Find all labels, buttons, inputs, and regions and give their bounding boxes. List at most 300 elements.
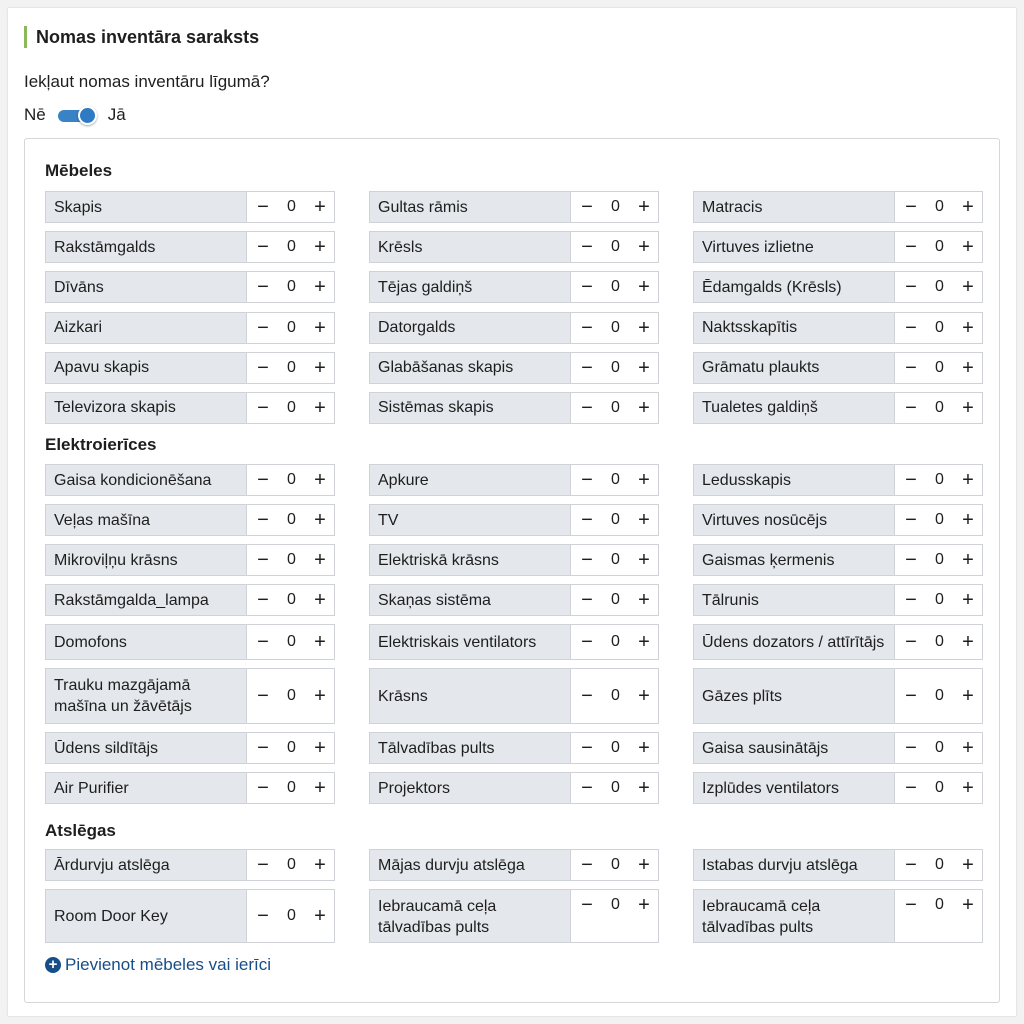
quantity-stepper bbox=[571, 505, 658, 535]
quantity-value[interactable]: 0 bbox=[611, 398, 620, 416]
item-label: Apkure bbox=[370, 465, 571, 495]
increment-button[interactable]: + bbox=[638, 236, 650, 259]
quantity-value[interactable]: 0 bbox=[287, 633, 296, 650]
inventory-item bbox=[369, 889, 659, 943]
increment-button[interactable]: + bbox=[638, 894, 650, 916]
increment-button[interactable]: + bbox=[962, 469, 974, 491]
inventory-item bbox=[693, 889, 983, 943]
inventory-item bbox=[369, 544, 659, 576]
decrement-button[interactable]: − bbox=[581, 589, 593, 611]
quantity-stepper bbox=[895, 545, 982, 575]
increment-button[interactable]: + bbox=[314, 196, 326, 218]
quantity-stepper bbox=[247, 669, 334, 723]
section-title-appliances: Elektroierīces bbox=[45, 435, 157, 454]
decrement-button[interactable]: − bbox=[905, 549, 917, 571]
inventory-item bbox=[369, 271, 659, 303]
quantity-stepper bbox=[895, 625, 982, 659]
quantity-stepper bbox=[571, 272, 658, 302]
quantity-value[interactable]: 0 bbox=[611, 739, 620, 756]
inventory-item bbox=[45, 584, 335, 616]
increment-button[interactable]: + bbox=[314, 236, 326, 259]
include-inventory-toggle[interactable] bbox=[58, 106, 98, 124]
quantity-value[interactable]: 0 bbox=[935, 687, 944, 704]
decrement-button[interactable]: − bbox=[905, 276, 917, 299]
increment-button[interactable]: + bbox=[962, 396, 974, 419]
quantity-value[interactable]: 0 bbox=[287, 198, 296, 215]
decrement-button[interactable]: − bbox=[581, 509, 593, 531]
quantity-value[interactable]: 0 bbox=[287, 318, 296, 336]
increment-button[interactable]: + bbox=[962, 276, 974, 299]
increment-button[interactable]: + bbox=[638, 549, 650, 571]
quantity-stepper bbox=[895, 232, 982, 262]
quantity-value[interactable]: 0 bbox=[611, 591, 620, 608]
quantity-value[interactable]: 0 bbox=[287, 591, 296, 608]
quantity-stepper bbox=[247, 625, 334, 659]
increment-button[interactable]: + bbox=[638, 509, 650, 531]
item-label: Tālrunis bbox=[694, 585, 895, 615]
decrement-button[interactable]: − bbox=[257, 316, 269, 339]
decrement-button[interactable]: − bbox=[257, 549, 269, 571]
item-label: Air Purifier bbox=[46, 773, 247, 803]
item-label: Ēdamgalds (Krēsls) bbox=[694, 272, 895, 302]
item-label: Veļas mašīna bbox=[46, 505, 247, 535]
quantity-stepper bbox=[571, 625, 658, 659]
toggle-off-label: Nē bbox=[24, 105, 46, 124]
quantity-value[interactable]: 0 bbox=[935, 779, 944, 796]
item-label: Gaisa sausinātājs bbox=[694, 733, 895, 763]
quantity-stepper bbox=[895, 733, 982, 763]
increment-button[interactable]: + bbox=[638, 316, 650, 339]
item-label: Virtuves nosūcējs bbox=[694, 505, 895, 535]
inventory-item bbox=[45, 732, 335, 764]
decrement-button[interactable]: − bbox=[257, 905, 269, 927]
quantity-value[interactable]: 0 bbox=[935, 896, 944, 913]
quantity-stepper bbox=[247, 232, 334, 262]
furniture-grid bbox=[45, 191, 983, 424]
increment-button[interactable]: + bbox=[962, 854, 974, 876]
page-title: Nomas inventāra saraksts bbox=[24, 26, 259, 48]
quantity-value[interactable]: 0 bbox=[287, 278, 296, 296]
inventory-item bbox=[369, 464, 659, 496]
quantity-value[interactable]: 0 bbox=[287, 511, 296, 528]
inventory-item bbox=[693, 849, 983, 881]
inventory-item bbox=[45, 464, 335, 496]
decrement-button[interactable]: − bbox=[905, 685, 917, 707]
increment-button[interactable]: + bbox=[314, 631, 326, 653]
quantity-stepper bbox=[247, 850, 334, 880]
item-label: Naktsskapītis bbox=[694, 313, 895, 343]
item-label: Tējas galdiņš bbox=[370, 272, 571, 302]
decrement-button[interactable]: − bbox=[905, 469, 917, 491]
inventory-item bbox=[693, 231, 983, 263]
inventory-item bbox=[45, 312, 335, 344]
inventory-item bbox=[369, 504, 659, 536]
item-label: TV bbox=[370, 505, 571, 535]
increment-button[interactable]: + bbox=[314, 509, 326, 531]
decrement-button[interactable]: − bbox=[581, 737, 593, 759]
inventory-item bbox=[693, 312, 983, 344]
quantity-value[interactable]: 0 bbox=[611, 198, 620, 215]
quantity-stepper bbox=[895, 272, 982, 302]
quantity-stepper bbox=[895, 313, 982, 343]
quantity-value[interactable]: 0 bbox=[611, 633, 620, 650]
inventory-panel bbox=[24, 138, 1000, 1003]
quantity-value[interactable]: 0 bbox=[611, 278, 620, 296]
decrement-button[interactable]: − bbox=[581, 854, 593, 876]
item-label: Krāsns bbox=[370, 669, 571, 723]
item-label: Rakstāmgalds bbox=[46, 232, 247, 262]
decrement-button[interactable]: − bbox=[581, 276, 593, 299]
increment-button[interactable]: + bbox=[314, 777, 326, 799]
inventory-item bbox=[693, 668, 983, 724]
quantity-value[interactable]: 0 bbox=[287, 551, 296, 568]
quantity-stepper bbox=[247, 773, 334, 803]
quantity-value[interactable]: 0 bbox=[935, 591, 944, 608]
quantity-value[interactable]: 0 bbox=[611, 896, 620, 913]
decrement-button[interactable]: − bbox=[581, 356, 593, 379]
decrement-button[interactable]: − bbox=[581, 685, 593, 707]
increment-button[interactable]: + bbox=[314, 737, 326, 759]
item-label: Datorgalds bbox=[370, 313, 571, 343]
inventory-item bbox=[693, 352, 983, 384]
decrement-button[interactable]: − bbox=[257, 737, 269, 759]
increment-button[interactable]: + bbox=[638, 777, 650, 799]
quantity-value[interactable]: 0 bbox=[611, 551, 620, 568]
toggle-on-label: Jā bbox=[107, 105, 126, 124]
inventory-item bbox=[369, 849, 659, 881]
decrement-button[interactable]: − bbox=[257, 631, 269, 653]
increment-button[interactable]: + bbox=[314, 589, 326, 611]
inventory-item bbox=[45, 504, 335, 536]
increment-button[interactable]: + bbox=[314, 549, 326, 571]
increment-button[interactable]: + bbox=[638, 737, 650, 759]
item-label: Skapis bbox=[46, 192, 247, 222]
inventory-item bbox=[45, 772, 335, 804]
toggle-knob[interactable] bbox=[78, 106, 97, 125]
decrement-button[interactable]: − bbox=[257, 396, 269, 419]
include-toggle-row bbox=[24, 104, 126, 126]
item-label: Iebraucamā ceļa tālvadības pults bbox=[694, 890, 895, 942]
quantity-value[interactable]: 0 bbox=[611, 318, 620, 336]
increment-button[interactable]: + bbox=[638, 685, 650, 707]
quantity-value[interactable]: 0 bbox=[611, 238, 620, 256]
item-label: Elektriskā krāsns bbox=[370, 545, 571, 575]
decrement-button[interactable]: − bbox=[581, 196, 593, 218]
inventory-item bbox=[45, 544, 335, 576]
inventory-item bbox=[693, 732, 983, 764]
inventory-item bbox=[693, 772, 983, 804]
quantity-value[interactable]: 0 bbox=[287, 687, 296, 704]
inventory-item bbox=[369, 312, 659, 344]
quantity-stepper bbox=[247, 465, 334, 495]
quantity-stepper bbox=[895, 465, 982, 495]
increment-button[interactable]: + bbox=[962, 631, 974, 653]
increment-button[interactable]: + bbox=[962, 356, 974, 379]
decrement-button[interactable]: − bbox=[905, 396, 917, 419]
decrement-button[interactable]: − bbox=[905, 509, 917, 531]
increment-button[interactable]: + bbox=[314, 316, 326, 339]
increment-button[interactable]: + bbox=[962, 316, 974, 339]
increment-button[interactable]: + bbox=[314, 276, 326, 299]
quantity-stepper bbox=[571, 890, 658, 942]
decrement-button[interactable]: − bbox=[905, 316, 917, 339]
item-label: Matracis bbox=[694, 192, 895, 222]
inventory-item bbox=[369, 392, 659, 424]
quantity-stepper bbox=[247, 585, 334, 615]
item-label: Gaismas ķermenis bbox=[694, 545, 895, 575]
quantity-value[interactable]: 0 bbox=[287, 907, 296, 924]
item-label: Izplūdes ventilators bbox=[694, 773, 895, 803]
item-label: Iebraucamā ceļa tālvadības pults bbox=[370, 890, 571, 942]
quantity-stepper bbox=[895, 393, 982, 423]
quantity-stepper bbox=[247, 890, 334, 942]
quantity-value[interactable]: 0 bbox=[935, 511, 944, 528]
inventory-item bbox=[369, 584, 659, 616]
quantity-stepper bbox=[895, 669, 982, 723]
item-label: Trauku mazgājamā mašīna un žāvētājs bbox=[46, 669, 247, 723]
item-label: Krēsls bbox=[370, 232, 571, 262]
decrement-button[interactable]: − bbox=[257, 685, 269, 707]
quantity-value[interactable]: 0 bbox=[287, 358, 296, 376]
quantity-value[interactable]: 0 bbox=[935, 471, 944, 488]
quantity-stepper bbox=[571, 733, 658, 763]
item-label: Televizora skapis bbox=[46, 393, 247, 423]
item-label: Tualetes galdiņš bbox=[694, 393, 895, 423]
quantity-value[interactable]: 0 bbox=[611, 779, 620, 796]
inventory-item bbox=[45, 849, 335, 881]
item-label: Domofons bbox=[46, 625, 247, 659]
increment-button[interactable]: + bbox=[962, 737, 974, 759]
quantity-value[interactable]: 0 bbox=[611, 471, 620, 488]
increment-button[interactable]: + bbox=[638, 589, 650, 611]
plus-circle-icon: + bbox=[45, 957, 61, 973]
decrement-button[interactable]: − bbox=[581, 549, 593, 571]
decrement-button[interactable]: − bbox=[257, 589, 269, 611]
quantity-value[interactable]: 0 bbox=[935, 358, 944, 376]
quantity-value[interactable]: 0 bbox=[287, 739, 296, 756]
decrement-button[interactable]: − bbox=[581, 894, 593, 916]
quantity-stepper bbox=[895, 585, 982, 615]
item-label: Virtuves izlietne bbox=[694, 232, 895, 262]
inventory-item bbox=[369, 732, 659, 764]
quantity-value[interactable]: 0 bbox=[611, 358, 620, 376]
quantity-value[interactable]: 0 bbox=[287, 779, 296, 796]
inventory-item bbox=[45, 271, 335, 303]
decrement-button[interactable]: − bbox=[257, 196, 269, 218]
inventory-item bbox=[45, 392, 335, 424]
item-label: Gāzes plīts bbox=[694, 669, 895, 723]
increment-button[interactable]: + bbox=[314, 396, 326, 419]
inventory-item bbox=[693, 464, 983, 496]
item-label: Ledusskapis bbox=[694, 465, 895, 495]
inventory-item bbox=[369, 624, 659, 660]
quantity-value[interactable]: 0 bbox=[611, 687, 620, 704]
quantity-stepper bbox=[247, 353, 334, 383]
quantity-stepper bbox=[247, 733, 334, 763]
decrement-button[interactable]: − bbox=[905, 356, 917, 379]
quantity-value[interactable]: 0 bbox=[935, 856, 944, 873]
item-label: Skaņas sistēma bbox=[370, 585, 571, 615]
increment-button[interactable]: + bbox=[962, 589, 974, 611]
increment-button[interactable]: + bbox=[638, 469, 650, 491]
inventory-item bbox=[693, 624, 983, 660]
item-label: Projektors bbox=[370, 773, 571, 803]
inventory-item bbox=[693, 271, 983, 303]
decrement-button[interactable]: − bbox=[905, 196, 917, 218]
decrement-button[interactable]: − bbox=[257, 276, 269, 299]
decrement-button[interactable]: − bbox=[257, 854, 269, 876]
section-title-furniture: Mēbeles bbox=[45, 161, 113, 180]
quantity-stepper bbox=[895, 773, 982, 803]
add-item-label: Pievienot mēbeles vai ierīci bbox=[65, 955, 271, 974]
quantity-stepper bbox=[571, 353, 658, 383]
decrement-button[interactable]: − bbox=[905, 854, 917, 876]
increment-button[interactable]: + bbox=[314, 685, 326, 707]
increment-button[interactable]: + bbox=[962, 894, 974, 916]
decrement-button[interactable]: − bbox=[905, 894, 917, 916]
item-label: Glabāšanas skapis bbox=[370, 353, 571, 383]
quantity-value[interactable]: 0 bbox=[935, 278, 944, 296]
inventory-item bbox=[45, 191, 335, 223]
quantity-stepper bbox=[571, 232, 658, 262]
increment-button[interactable]: + bbox=[962, 196, 974, 218]
item-label: Ārdurvju atslēga bbox=[46, 850, 247, 880]
quantity-stepper bbox=[571, 773, 658, 803]
quantity-value[interactable]: 0 bbox=[935, 198, 944, 215]
inventory-item bbox=[369, 772, 659, 804]
item-label: Istabas durvju atslēga bbox=[694, 850, 895, 880]
item-label: Grāmatu plaukts bbox=[694, 353, 895, 383]
increment-button[interactable]: + bbox=[962, 777, 974, 799]
inventory-item bbox=[45, 231, 335, 263]
quantity-value[interactable]: 0 bbox=[935, 398, 944, 416]
appliances-grid bbox=[45, 464, 983, 804]
decrement-button[interactable]: − bbox=[905, 631, 917, 653]
decrement-button[interactable]: − bbox=[257, 509, 269, 531]
inventory-item bbox=[693, 584, 983, 616]
item-label: Mājas durvju atslēga bbox=[370, 850, 571, 880]
increment-button[interactable]: + bbox=[638, 854, 650, 876]
inventory-item bbox=[45, 889, 335, 943]
inventory-item bbox=[369, 352, 659, 384]
decrement-button[interactable]: − bbox=[905, 777, 917, 799]
quantity-value[interactable]: 0 bbox=[935, 551, 944, 568]
increment-button[interactable]: + bbox=[638, 196, 650, 218]
item-label: Ūdens sildītājs bbox=[46, 733, 247, 763]
decrement-button[interactable]: − bbox=[581, 316, 593, 339]
item-label: Room Door Key bbox=[46, 890, 247, 942]
item-label: Sistēmas skapis bbox=[370, 393, 571, 423]
quantity-stepper bbox=[571, 545, 658, 575]
decrement-button[interactable]: − bbox=[257, 777, 269, 799]
increment-button[interactable]: + bbox=[962, 685, 974, 707]
quantity-value[interactable]: 0 bbox=[287, 471, 296, 488]
quantity-value[interactable]: 0 bbox=[287, 398, 296, 416]
item-label: Mikroviļņu krāsns bbox=[46, 545, 247, 575]
quantity-stepper bbox=[247, 505, 334, 535]
increment-button[interactable]: + bbox=[314, 905, 326, 927]
quantity-value[interactable]: 0 bbox=[935, 318, 944, 336]
decrement-button[interactable]: − bbox=[257, 236, 269, 259]
decrement-button[interactable]: − bbox=[581, 396, 593, 419]
quantity-value[interactable]: 0 bbox=[287, 238, 296, 256]
quantity-stepper bbox=[571, 669, 658, 723]
increment-button[interactable]: + bbox=[962, 509, 974, 531]
quantity-stepper bbox=[571, 465, 658, 495]
quantity-stepper bbox=[895, 353, 982, 383]
decrement-button[interactable]: − bbox=[581, 777, 593, 799]
quantity-stepper bbox=[571, 313, 658, 343]
inventory-item bbox=[369, 668, 659, 724]
increment-button[interactable]: + bbox=[638, 631, 650, 653]
item-label: Elektriskais ventilators bbox=[370, 625, 571, 659]
item-label: Ūdens dozators / attīrītājs bbox=[694, 625, 895, 659]
inventory-page bbox=[8, 8, 1016, 1016]
decrement-button[interactable]: − bbox=[905, 236, 917, 259]
increment-button[interactable]: + bbox=[314, 356, 326, 379]
increment-button[interactable]: + bbox=[962, 549, 974, 571]
quantity-stepper bbox=[571, 850, 658, 880]
quantity-value[interactable]: 0 bbox=[611, 511, 620, 528]
inventory-item bbox=[369, 231, 659, 263]
increment-button[interactable]: + bbox=[314, 469, 326, 491]
quantity-stepper bbox=[247, 545, 334, 575]
quantity-stepper bbox=[571, 585, 658, 615]
quantity-stepper bbox=[571, 192, 658, 222]
item-label: Rakstāmgalda_lampa bbox=[46, 585, 247, 615]
decrement-button[interactable]: − bbox=[257, 469, 269, 491]
item-label: Gultas rāmis bbox=[370, 192, 571, 222]
quantity-stepper bbox=[895, 850, 982, 880]
inventory-item bbox=[693, 544, 983, 576]
keys-grid bbox=[45, 849, 983, 943]
decrement-button[interactable]: − bbox=[581, 631, 593, 653]
inventory-item bbox=[693, 392, 983, 424]
increment-button[interactable]: + bbox=[638, 276, 650, 299]
increment-button[interactable]: + bbox=[638, 396, 650, 419]
decrement-button[interactable]: − bbox=[257, 356, 269, 379]
add-item-link[interactable] bbox=[45, 955, 271, 975]
quantity-value[interactable]: 0 bbox=[287, 856, 296, 873]
inventory-item bbox=[693, 504, 983, 536]
decrement-button[interactable]: − bbox=[581, 236, 593, 259]
increment-button[interactable]: + bbox=[962, 236, 974, 259]
quantity-value[interactable]: 0 bbox=[935, 633, 944, 650]
decrement-button[interactable]: − bbox=[905, 589, 917, 611]
quantity-stepper bbox=[247, 393, 334, 423]
inventory-item bbox=[45, 352, 335, 384]
include-inventory-question: Iekļaut nomas inventāru līgumā? bbox=[24, 72, 270, 91]
item-label: Apavu skapis bbox=[46, 353, 247, 383]
inventory-item bbox=[693, 191, 983, 223]
quantity-value[interactable]: 0 bbox=[935, 238, 944, 256]
increment-button[interactable]: + bbox=[314, 854, 326, 876]
item-label: Dīvāns bbox=[46, 272, 247, 302]
quantity-stepper bbox=[571, 393, 658, 423]
quantity-stepper bbox=[247, 272, 334, 302]
quantity-stepper bbox=[247, 313, 334, 343]
quantity-value[interactable]: 0 bbox=[611, 856, 620, 873]
inventory-item bbox=[45, 624, 335, 660]
quantity-stepper bbox=[895, 890, 982, 942]
decrement-button[interactable]: − bbox=[905, 737, 917, 759]
inventory-item bbox=[45, 668, 335, 724]
item-label: Aizkari bbox=[46, 313, 247, 343]
increment-button[interactable]: + bbox=[638, 356, 650, 379]
quantity-value[interactable]: 0 bbox=[935, 739, 944, 756]
section-title-keys: Atslēgas bbox=[45, 821, 116, 840]
decrement-button[interactable]: − bbox=[581, 469, 593, 491]
